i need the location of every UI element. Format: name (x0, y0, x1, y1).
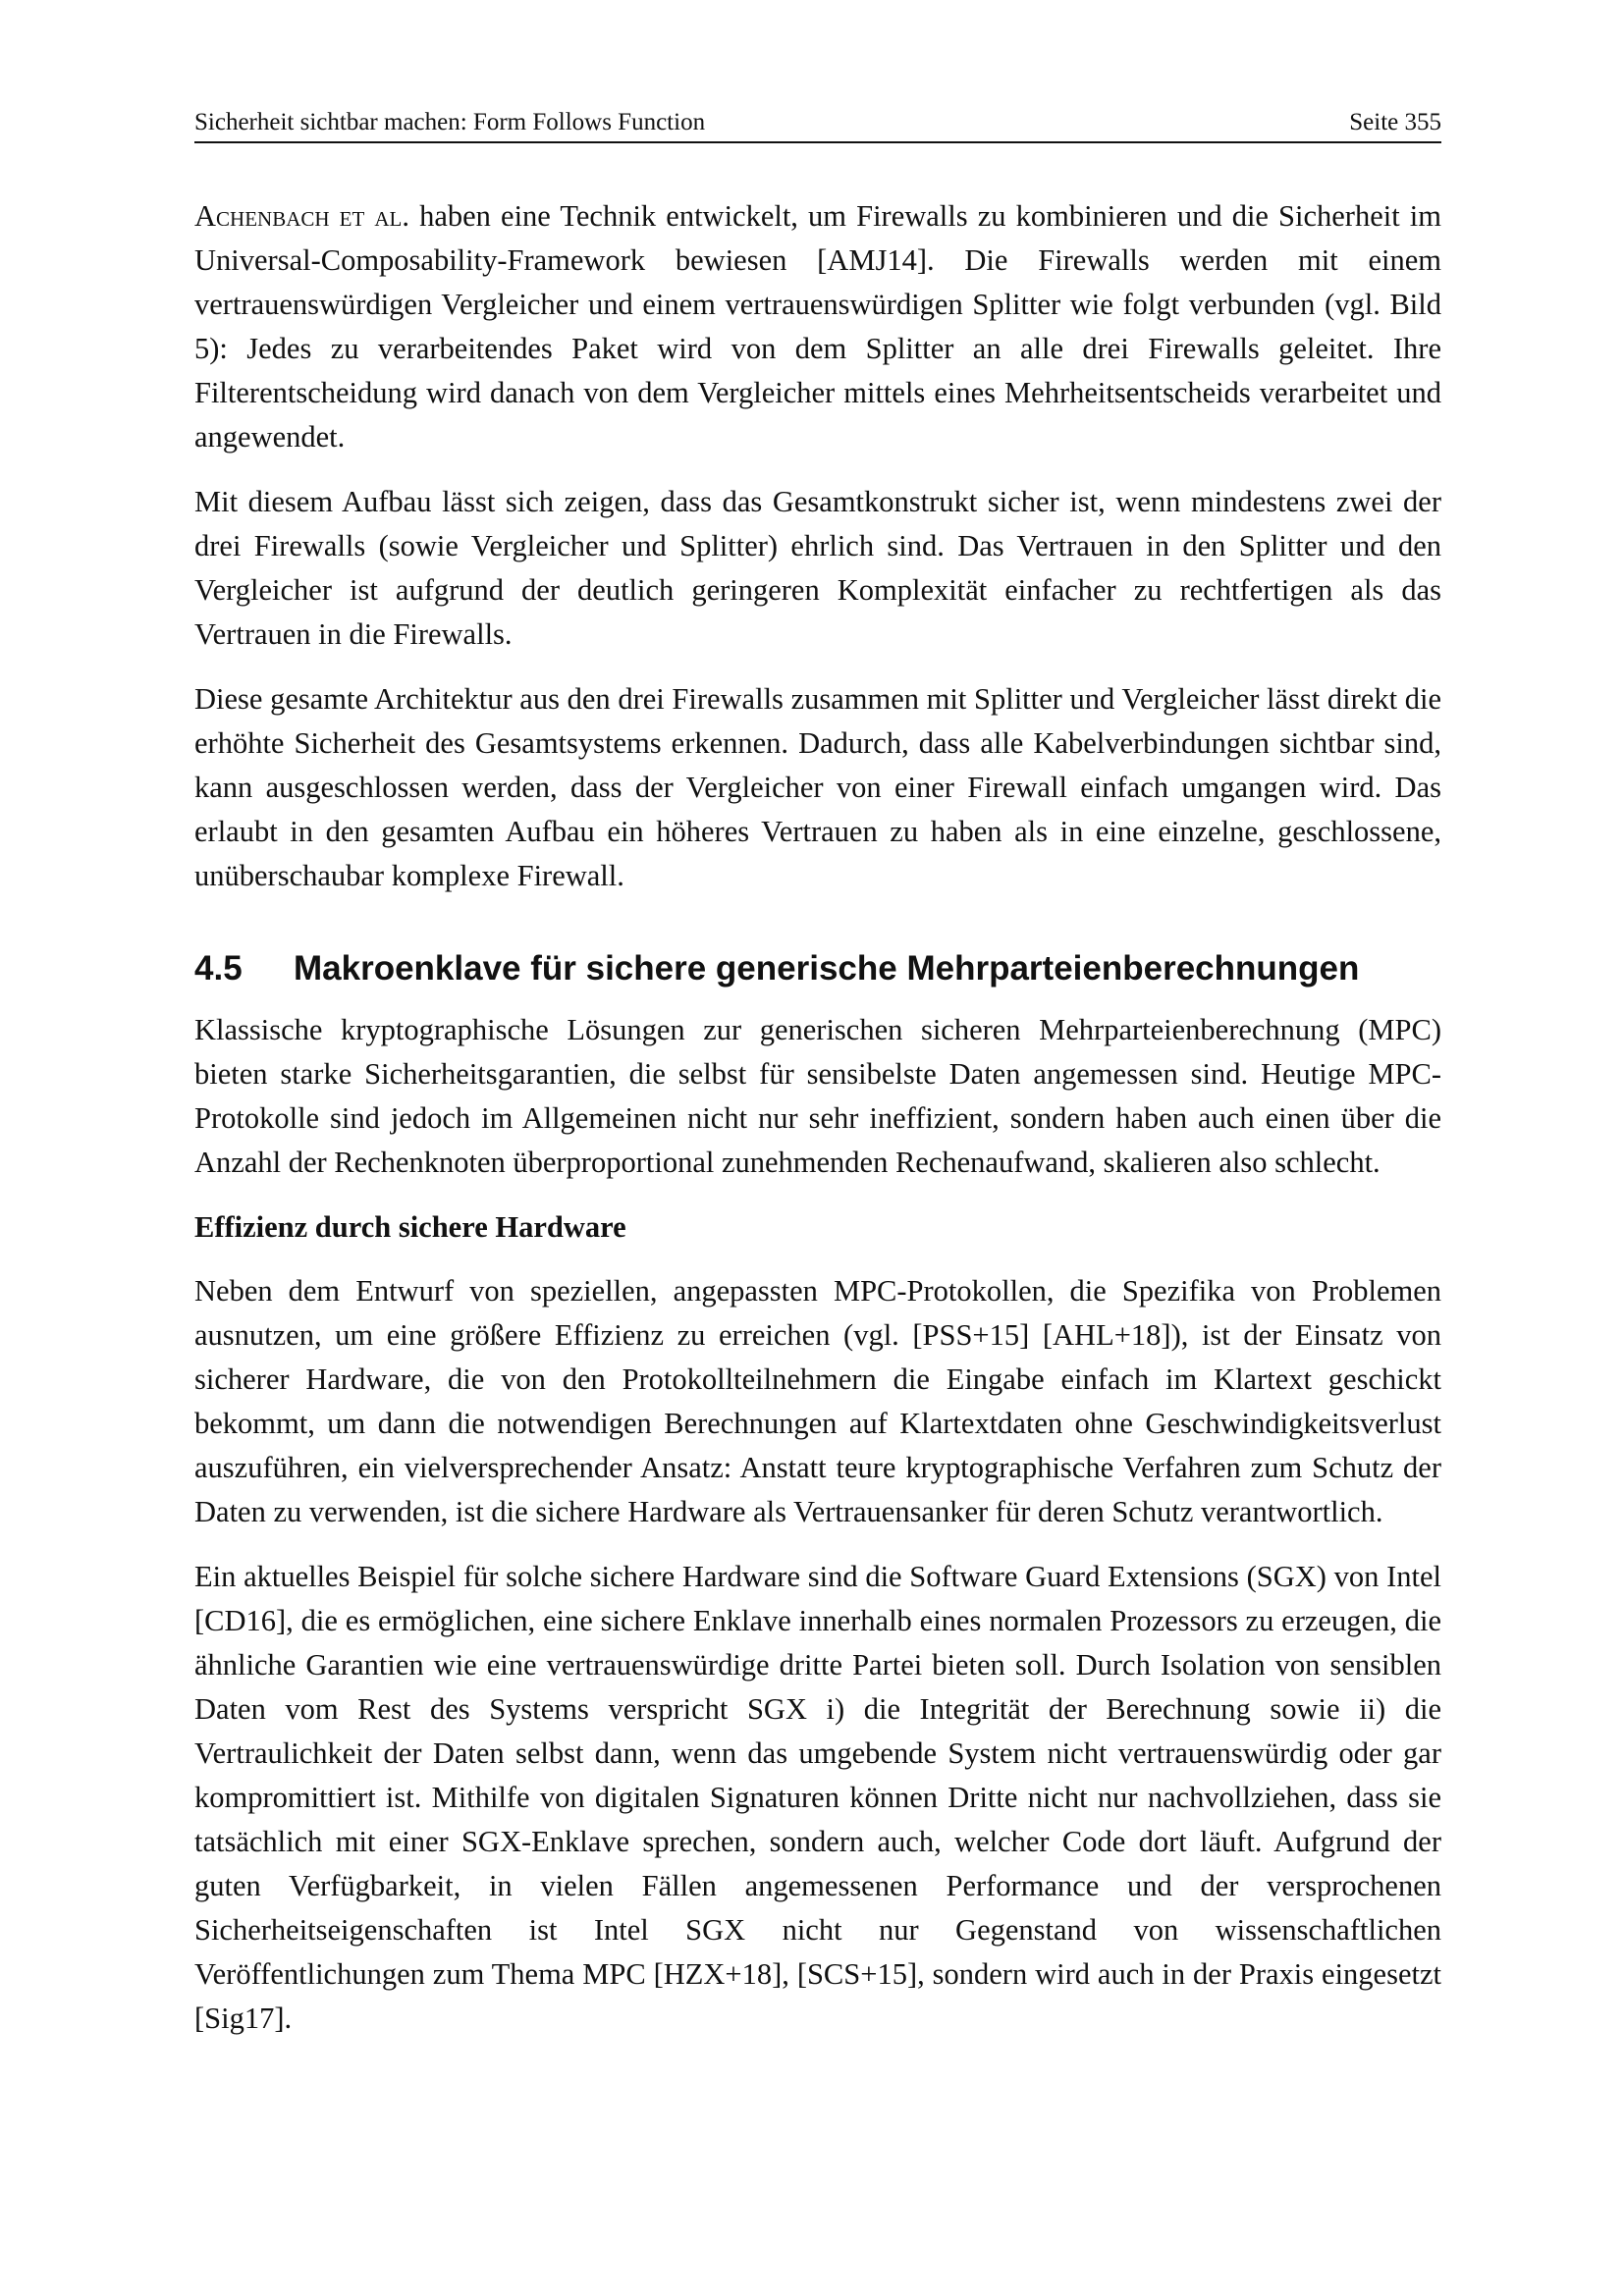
paragraph-architecture: Diese gesamte Architektur aus den drei Firewalls zusammen mit Splitter und Vergleicher lässt direkt die erhöhte Sicherheit des Gesamtsystems erkennen. Dadurch, dass alle Kabelverbindungen sichtbar sind, kann ausgeschlossen werden, dass der Vergleicher von einer Firewall einfach umgangen wird. Das erlaubt in den gesamten Aufbau ein höheres Vertrauen zu haben als in eine einzelne, geschlossene, unüberschaubar komplexe Firewall. (194, 682, 1441, 892)
section-title: Makroenklave für sichere generische Mehrparteienberechnungen (294, 949, 1360, 988)
paragraph-achenbach-text: haben eine Technik entwickelt, um Firewalls zu kombinieren und die Sicherheit im Universal-Composability-Framework bewiesen [AMJ14]. Die Firewalls werden mit einem vertrauenswürdigen Vergleicher und einem vertrauenswürdigen Splitter wie folgt verbunden (vgl. Bild 5): Jedes zu verarbeitendes Paket wird von dem Splitter an alle drei Firewalls geleitet. Ihre Filterentscheidung wird danach von dem Vergleicher mittels eines Mehrheitsentscheids verarbeitet und angewendet. (194, 199, 1441, 454)
page-number: Seite 355 (1349, 109, 1441, 135)
author-citation: Achenbach et al. (194, 199, 410, 233)
document-page (194, 108, 1441, 2061)
body-text (194, 194, 1441, 2041)
paragraph-secure-hardware: Neben dem Entwurf von speziellen, angepassten MPC-Protokollen, die Spezifika von Problemen ausnutzen, um eine größere Effizienz zu erreichen (vgl. [PSS+15] [AHL+18]), ist der Einsatz von sicherer Hardware, die von den Protokollteilnehmern die Eingabe einfach im Klartext geschickt bekommt, um dann die notwendigen Berechnungen auf Klartextdaten ohne Geschwindigkeitsverlust auszuführen, ein vielversprechender Ansatz: Anstatt teure kryptographische Verfahren zum Schutz der Daten zu verwenden, ist die sichere Hardware als Vertrauensanker für deren Schutz verantwortlich. (194, 1274, 1441, 1528)
section-heading (194, 947, 1441, 990)
section-number: 4.5 (194, 949, 243, 988)
paragraph-achenbach (194, 194, 1441, 459)
subheading-efficiency: Effizienz durch sichere Hardware (194, 1210, 626, 1244)
paragraph-mpc-intro: Klassische kryptographische Lösungen zur generischen sicheren Mehrparteienberechnung (MPC) bieten starke Sicherheitsgarantien, die selbst für sensibelste Daten angemessen sind. Heutige MPC-Protokolle sind jedoch im Allgemeinen nicht nur sehr ineffizient, sondern haben auch einen über die Anzahl der Rechenknoten überproportional zunehmenden Rechenaufwand, skalieren also schlecht. (194, 1013, 1441, 1179)
paragraph-sgx: Ein aktuelles Beispiel für solche sichere Hardware sind die Software Guard Extensions (SGX) von Intel [CD16], die es ermöglichen, eine sichere Enklave innerhalb eines normalen Prozessors zu erzeugen, die ähnliche Garantien wie eine vertrauenswürdige dritte Partei bieten soll. Durch Isolation von sensiblen Daten vom Rest des Systems verspricht SGX i) die Integrität der Berechnung sowie ii) die Vertraulichkeit der Daten selbst dann, wenn das umgebende System nicht vertrauenswürdig oder gar kompromittiert ist. Mithilfe von digitalen Signaturen können Dritte nicht nur nachvollziehen, dass sie tatsächlich mit einer SGX-Enklave sprechen, sondern auch, welcher Code dort läuft. Aufgrund der guten Verfügbarkeit, in vielen Fällen angemessenen Performance und der versprochenen Sicherheitseigenschaften ist Intel SGX nicht nur Gegenstand von wissenschaftlichen Veröffentlichungen zum Thema MPC [HZX+18], [SCS+15], sondern wird auch in der Praxis eingesetzt [Sig17]. (194, 1560, 1441, 2035)
header-title: Sicherheit sichtbar machen: Form Follows Function (194, 109, 706, 135)
paragraph-trust-construction: Mit diesem Aufbau lässt sich zeigen, dass das Gesamtkonstrukt sicher ist, wenn mindestens zwei der drei Firewalls (sowie Vergleicher und Splitter) ehrlich sind. Das Vertrauen in den Splitter und den Vergleicher ist aufgrund der deutlich geringeren Komplexität einfacher zu rechtfertigen als das Vertrauen in die Firewalls. (194, 485, 1441, 651)
running-header (194, 108, 1441, 143)
